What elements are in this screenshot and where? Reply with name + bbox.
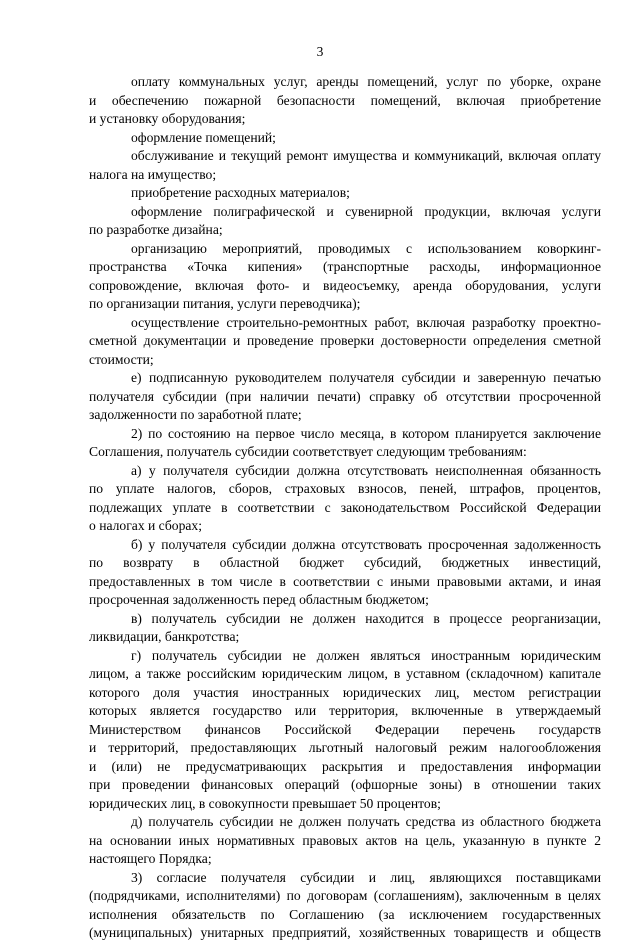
text-line: в) получатель субсидии не должен находится в процессе реорганизации, xyxy=(131,610,601,626)
text-line: Министерством финансов Российской Федерации перечень государств xyxy=(89,721,601,737)
text-line: по организации питания, услуги переводчика); xyxy=(89,296,361,311)
text-line: которого доля участия иностранных юридических лиц, местом регистрации xyxy=(89,684,601,700)
text-line: предоставленных в том числе в соответствии с иными правовыми актами, и иная xyxy=(89,573,601,589)
text-line: 3) согласие получателя субсидии и лиц, являющихся поставщиками xyxy=(131,869,601,885)
text-line: осуществление строительно-ремонтных работ, включая разработку проектно- xyxy=(131,314,601,330)
document-body xyxy=(89,73,601,943)
text-line: по разработке дизайна; xyxy=(89,222,223,237)
text-line: 2) по состоянию на первое число месяца, в котором планируется заключение xyxy=(131,425,601,441)
text-line: б) у получателя субсидии должна отсутствовать просроченная задолженность xyxy=(131,536,601,552)
text-line: получателя субсидии (при наличии печати) справку об отсутствии просроченной xyxy=(89,388,601,404)
text-line: и обеспечению пожарной безопасности помещений, включая приобретение xyxy=(89,92,601,108)
text-line: лицом, а также российским юридическим лицом, в уставном (складочном) капитале xyxy=(89,666,601,681)
text-line: по уплате налогов, сборов, страховых взносов, пеней, штрафов, процентов, xyxy=(89,481,601,496)
text-line: о налогах и сборах; xyxy=(89,518,202,533)
text-line: д) получатель субсидии не должен получать средства из областного бюджета xyxy=(131,814,601,829)
text-line: приобретение расходных материалов; xyxy=(131,185,350,200)
text-line: Соглашения, получатель субсидии соответствует следующим требованиям: xyxy=(89,444,527,459)
text-line: задолженности по заработной плате; xyxy=(89,407,302,422)
text-line: оплату коммунальных услуг, аренды помещений, услуг по уборке, охране xyxy=(131,74,601,89)
text-line: г) получатель субсидии не должен являться иностранным юридическим xyxy=(131,647,601,663)
text-line: юридических лиц, в совокупности превышает 50 процентов; xyxy=(89,795,441,811)
text-line: (муниципальных) унитарных предприятий, хозяйственных товариществ и обществ xyxy=(89,925,601,940)
text-line: и территорий, предоставляющих льготный налоговый режим налогообложения xyxy=(89,740,601,755)
text-line: которых является государство или территория, включенные в утверждаемый xyxy=(89,703,601,718)
text-line: е) подписанную руководителем получателя субсидии и заверенную печатью xyxy=(131,370,601,385)
text-line: пространства «Точка кипения» (транспортные расходы, информационное xyxy=(89,259,601,274)
text-line: ликвидации, банкротства; xyxy=(89,629,240,644)
text-line: стоимости; xyxy=(89,351,154,367)
text-line: обслуживание и текущий ремонт имущества и коммуникаций, включая оплату xyxy=(131,148,601,163)
text-line: настоящего Порядка; xyxy=(89,851,212,866)
text-line: а) у получателя субсидии должна отсутствовать неисполненная обязанность xyxy=(131,462,601,478)
text-line: на основании иных нормативных правовых актов на цель, указанную в пункте 2 xyxy=(89,832,601,848)
text-line: и установку оборудования; xyxy=(89,111,246,126)
text-line: оформление полиграфической и сувенирной продукции, включая услуги xyxy=(131,203,601,219)
text-line: по возврату в областной бюджет субсидий, бюджетных инвестиций, xyxy=(89,555,601,570)
text-line: налога на имущество; xyxy=(89,166,217,182)
text-line: и (или) не предусматривающих раскрытия и предоставления информации xyxy=(89,758,601,774)
text-line: просроченная задолженность перед областным бюджетом; xyxy=(89,592,429,607)
page-number: 3 xyxy=(316,44,324,59)
text-line: исполнения обязательств по Соглашению (за исключением государственных xyxy=(89,906,601,922)
text-line: подлежащих уплате в соответствии с законодательством Российской Федерации xyxy=(89,499,601,515)
text-line: (подрядчиками, исполнителями) по договорам (соглашениям), заключенным в целях xyxy=(89,888,601,903)
text-line: организацию мероприятий, проводимых с использованием коворкинг- xyxy=(131,240,601,256)
text-line: сопровождение, включая фото- и видеосъемку, аренда оборудования, услуги xyxy=(89,277,601,293)
text-line: оформление помещений; xyxy=(131,129,276,145)
text-line: при проведении финансовых операций (офшорные зоны) в отношении таких xyxy=(89,777,601,792)
text-line: сметной документации и проведение проверки достоверности определения сметной xyxy=(89,333,601,348)
